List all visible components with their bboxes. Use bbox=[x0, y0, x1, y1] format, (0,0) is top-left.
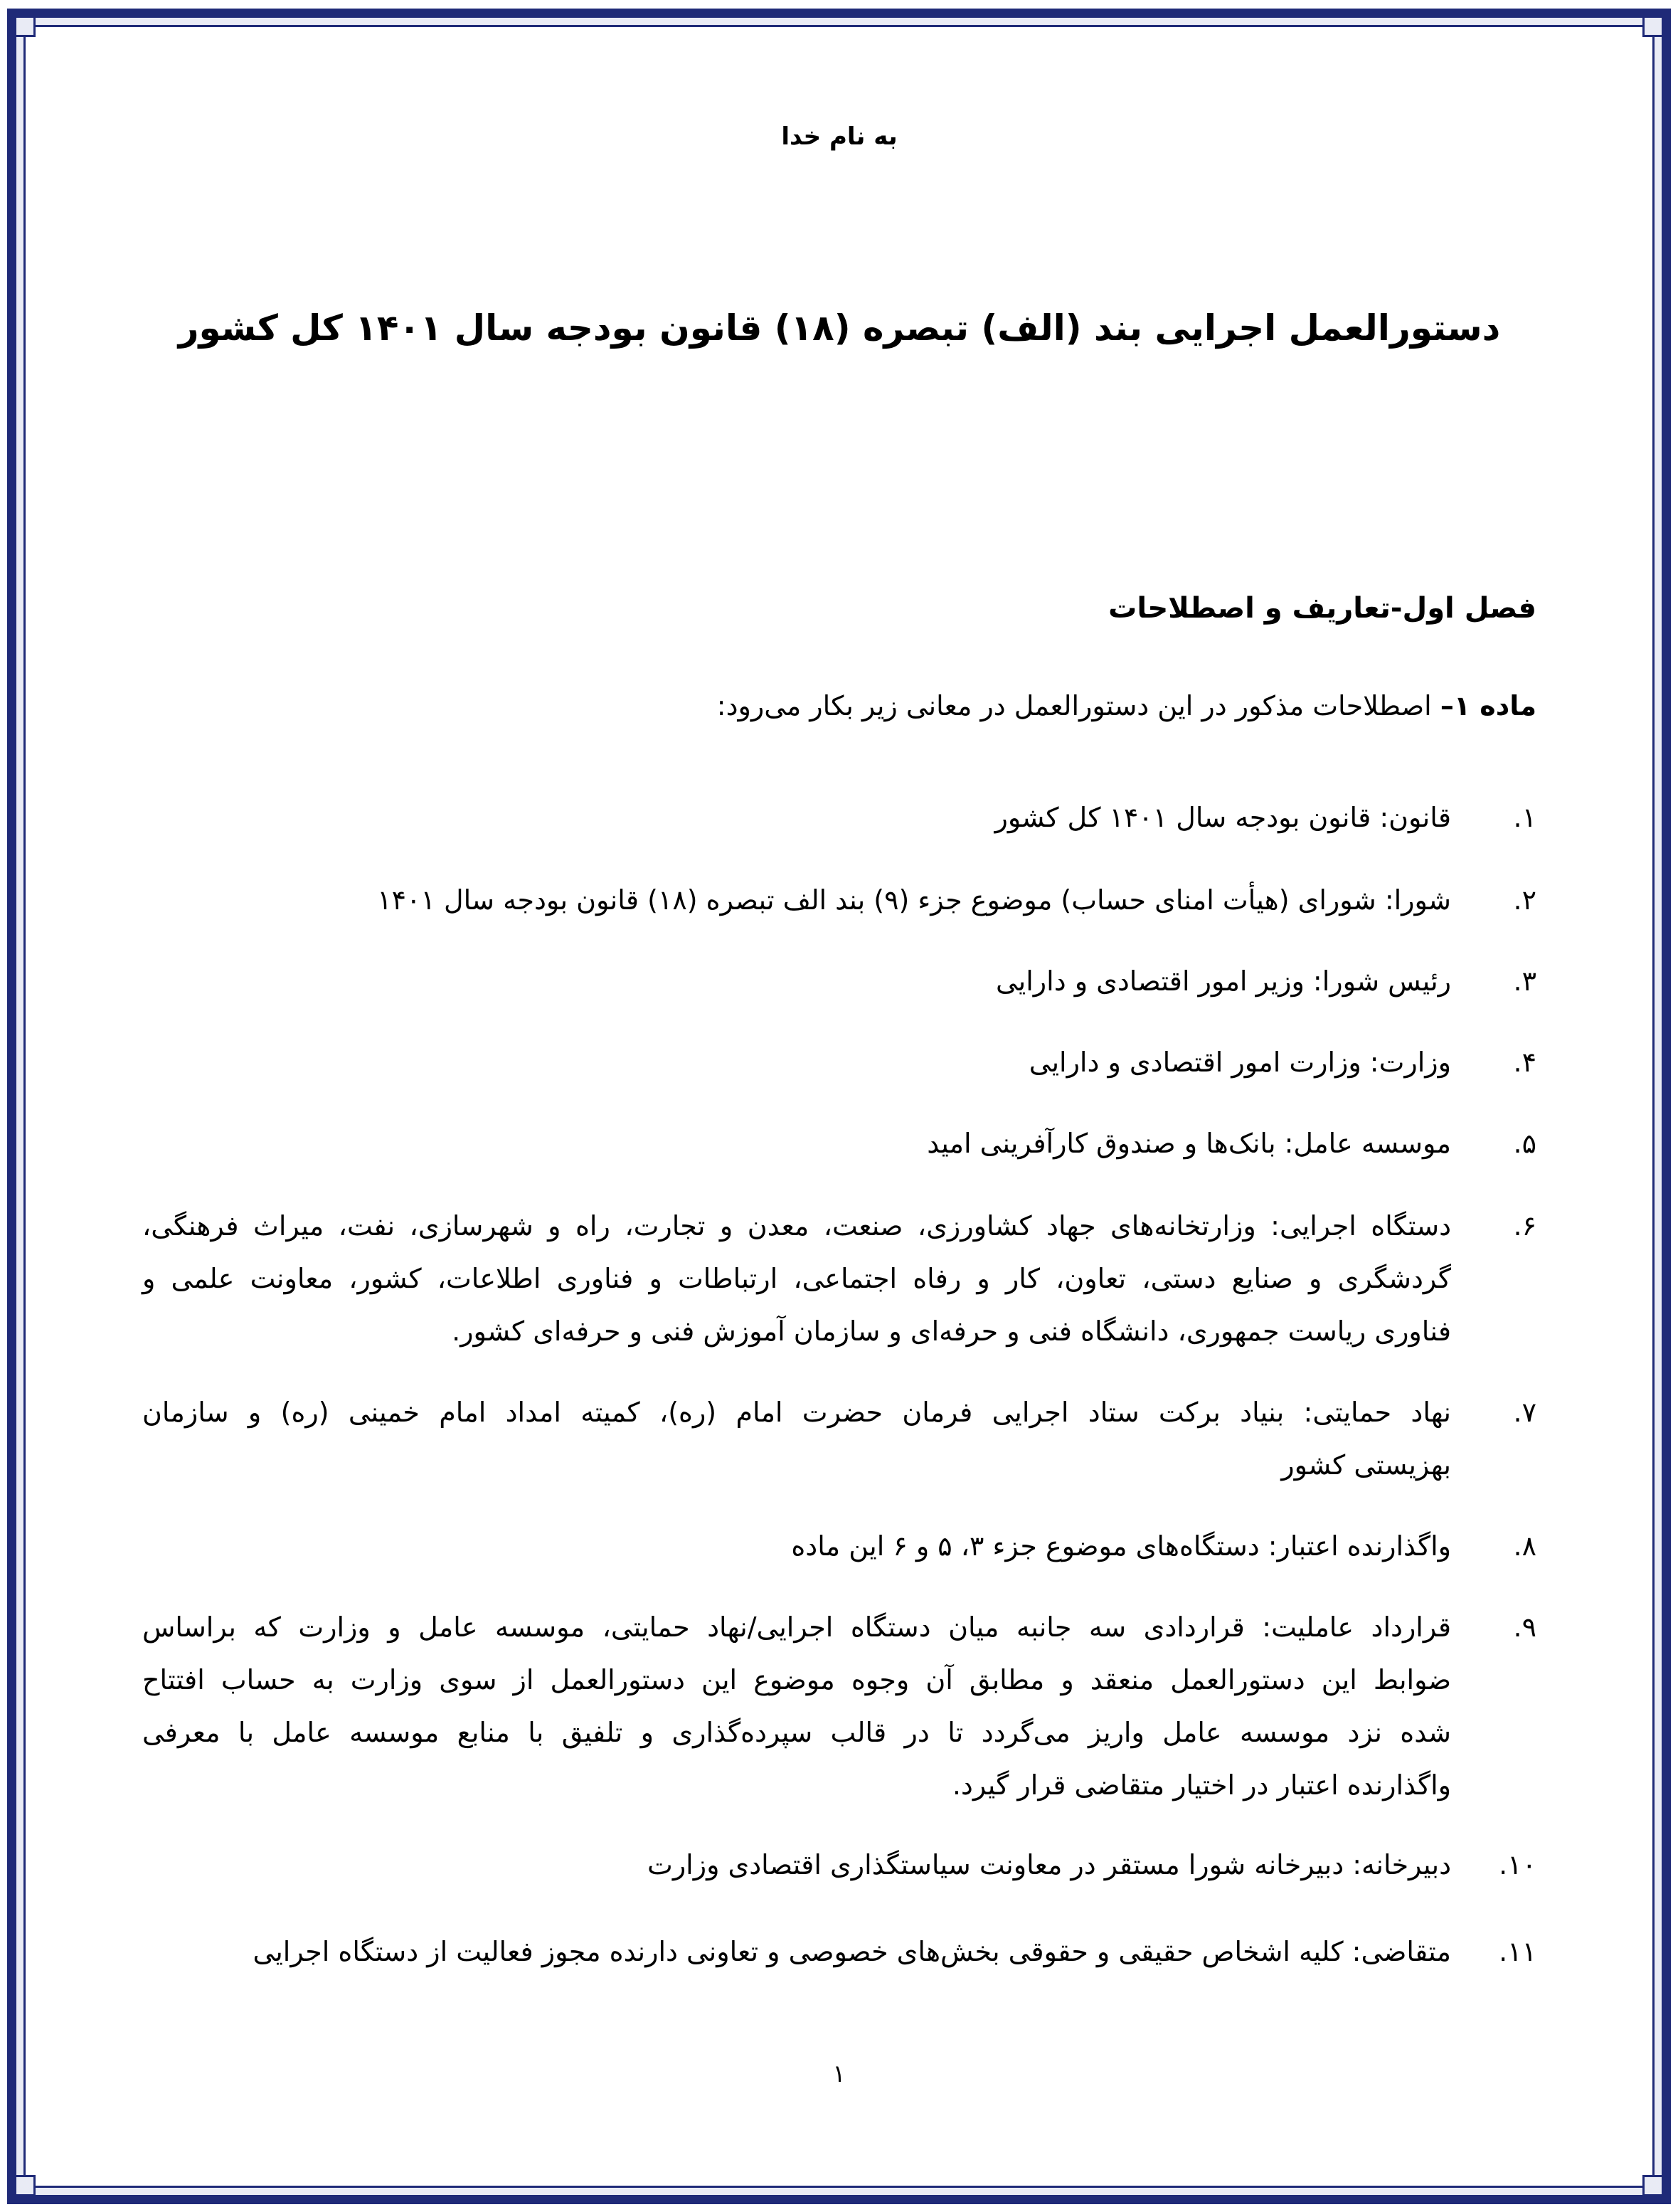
border-corner-ornament bbox=[1642, 2175, 1664, 2196]
definition-line: بهزیستی کشور bbox=[1281, 1449, 1451, 1481]
definition-text bbox=[142, 1036, 1451, 1089]
definition-number: ۳. bbox=[1513, 965, 1536, 997]
definition-number: ۱. bbox=[1513, 802, 1536, 833]
definition-text bbox=[142, 1838, 1451, 1891]
definition-text bbox=[142, 874, 1451, 926]
definition-line: واگذارنده اعتبار: دستگاه‌های موضوع جزء ۳، ۵ و ۶ این ماده bbox=[791, 1530, 1451, 1562]
definition-number: ۸. bbox=[1513, 1530, 1536, 1562]
definition-line: ضوابط این دستورالعمل منعقد و مطابق آن وجوه موضوع این دستورالعمل از سوی وزارت به حساب افتتاح bbox=[142, 1664, 1451, 1695]
definition-text bbox=[142, 1925, 1451, 1978]
definition-text bbox=[142, 955, 1451, 1007]
border-corner-ornament bbox=[14, 2175, 36, 2196]
definition-line: واگذارنده اعتبار در اختیار متقاضی قرار گیرد. bbox=[952, 1769, 1451, 1801]
definition-text bbox=[142, 1601, 1451, 1811]
definition-line: شورا: شورای (هیأت امنای حساب) موضوع جزء (۹) بند الف تبصره (۱۸) قانون بودجه سال ۱۴۰۱ bbox=[377, 884, 1451, 916]
definition-number: ۱۱. bbox=[1499, 1936, 1536, 1967]
bismillah-heading: به نام خدا bbox=[781, 122, 898, 151]
document-title: دستورالعمل اجرایی بند (الف) تبصره (۱۸) قانون بودجه سال ۱۴۰۱ کل کشور bbox=[178, 307, 1501, 349]
definition-line: قرارداد عاملیت: قراردادی سه جانبه میان دستگاه اجرایی/نهاد حمایتی، موسسه عامل و وزارت که براساس bbox=[142, 1612, 1451, 1643]
page-number: ۱ bbox=[832, 2060, 846, 2088]
definition-line: دستگاه اجرایی: وزارتخانه‌های جهاد کشاورزی، صنعت، معدن و تجارت، راه و شهرسازی، نفت، میراث فرهنگی، bbox=[142, 1210, 1451, 1242]
document-body bbox=[142, 0, 1536, 2212]
definition-text bbox=[142, 791, 1451, 844]
definition-line: فناوری ریاست جمهوری، دانشگاه فنی و حرفه‌ای و سازمان آموزش فنی و حرفه‌ای کشور. bbox=[452, 1316, 1451, 1347]
article-text: اصطلاحات مذکور در این دستورالعمل در معانی زیر بکار می‌رود: bbox=[716, 690, 1440, 721]
chapter-heading: فصل اول-تعاریف و اصطلاحات bbox=[1108, 592, 1536, 625]
definition-number: ۲. bbox=[1513, 884, 1536, 916]
border-corner-ornament bbox=[14, 16, 36, 37]
definition-line: نهاد حمایتی: بنیاد برکت ستاد اجرایی فرمان حضرت امام (ره)، کمیته امداد امام خمینی (ره) و سازمان bbox=[142, 1397, 1451, 1428]
definition-line: وزارت: وزارت امور اقتصادی و دارایی bbox=[1029, 1047, 1451, 1078]
definition-line: دبیرخانه: دبیرخانه شورا مستقر در معاونت سیاستگذاری اقتصادی وزارت bbox=[647, 1849, 1451, 1880]
definition-line: رئیس شورا: وزیر امور اقتصادی و دارایی bbox=[995, 965, 1451, 997]
definition-line: قانون: قانون بودجه سال ۱۴۰۱ کل کشور bbox=[994, 802, 1451, 833]
definition-number: ۵. bbox=[1513, 1128, 1536, 1159]
definition-text bbox=[142, 1200, 1451, 1358]
definition-line: متقاضی: کلیه اشخاص حقیقی و حقوقی بخش‌های خصوصی و تعاونی دارنده مجوز فعالیت از دستگاه اجرایی bbox=[253, 1936, 1451, 1967]
definition-text bbox=[142, 1386, 1451, 1491]
definition-text bbox=[142, 1117, 1451, 1170]
definition-number: ۱۰. bbox=[1499, 1849, 1536, 1880]
article-label: ماده ۱– bbox=[1440, 690, 1536, 721]
definition-text bbox=[142, 1520, 1451, 1572]
definition-number: ۶. bbox=[1513, 1210, 1536, 1242]
definition-line: گردشگری و صنایع دستی، تعاون، کار و رفاه اجتماعی، ارتباطات و فناوری اطلاعات، کشور، معاونت علمی و bbox=[142, 1263, 1451, 1294]
definition-number: ۹. bbox=[1513, 1612, 1536, 1643]
definition-number: ۴. bbox=[1513, 1047, 1536, 1078]
definition-line: شده نزد موسسه عامل واریز می‌گردد تا در قالب سپرده‌گذاری و تلفیق با منابع موسسه عامل با معرفی bbox=[142, 1717, 1451, 1748]
border-corner-ornament bbox=[1642, 16, 1664, 37]
definition-line: موسسه عامل: بانک‌ها و صندوق کارآفرینی امید bbox=[927, 1128, 1451, 1159]
definition-number: ۷. bbox=[1513, 1397, 1536, 1428]
article-intro bbox=[142, 690, 1536, 721]
